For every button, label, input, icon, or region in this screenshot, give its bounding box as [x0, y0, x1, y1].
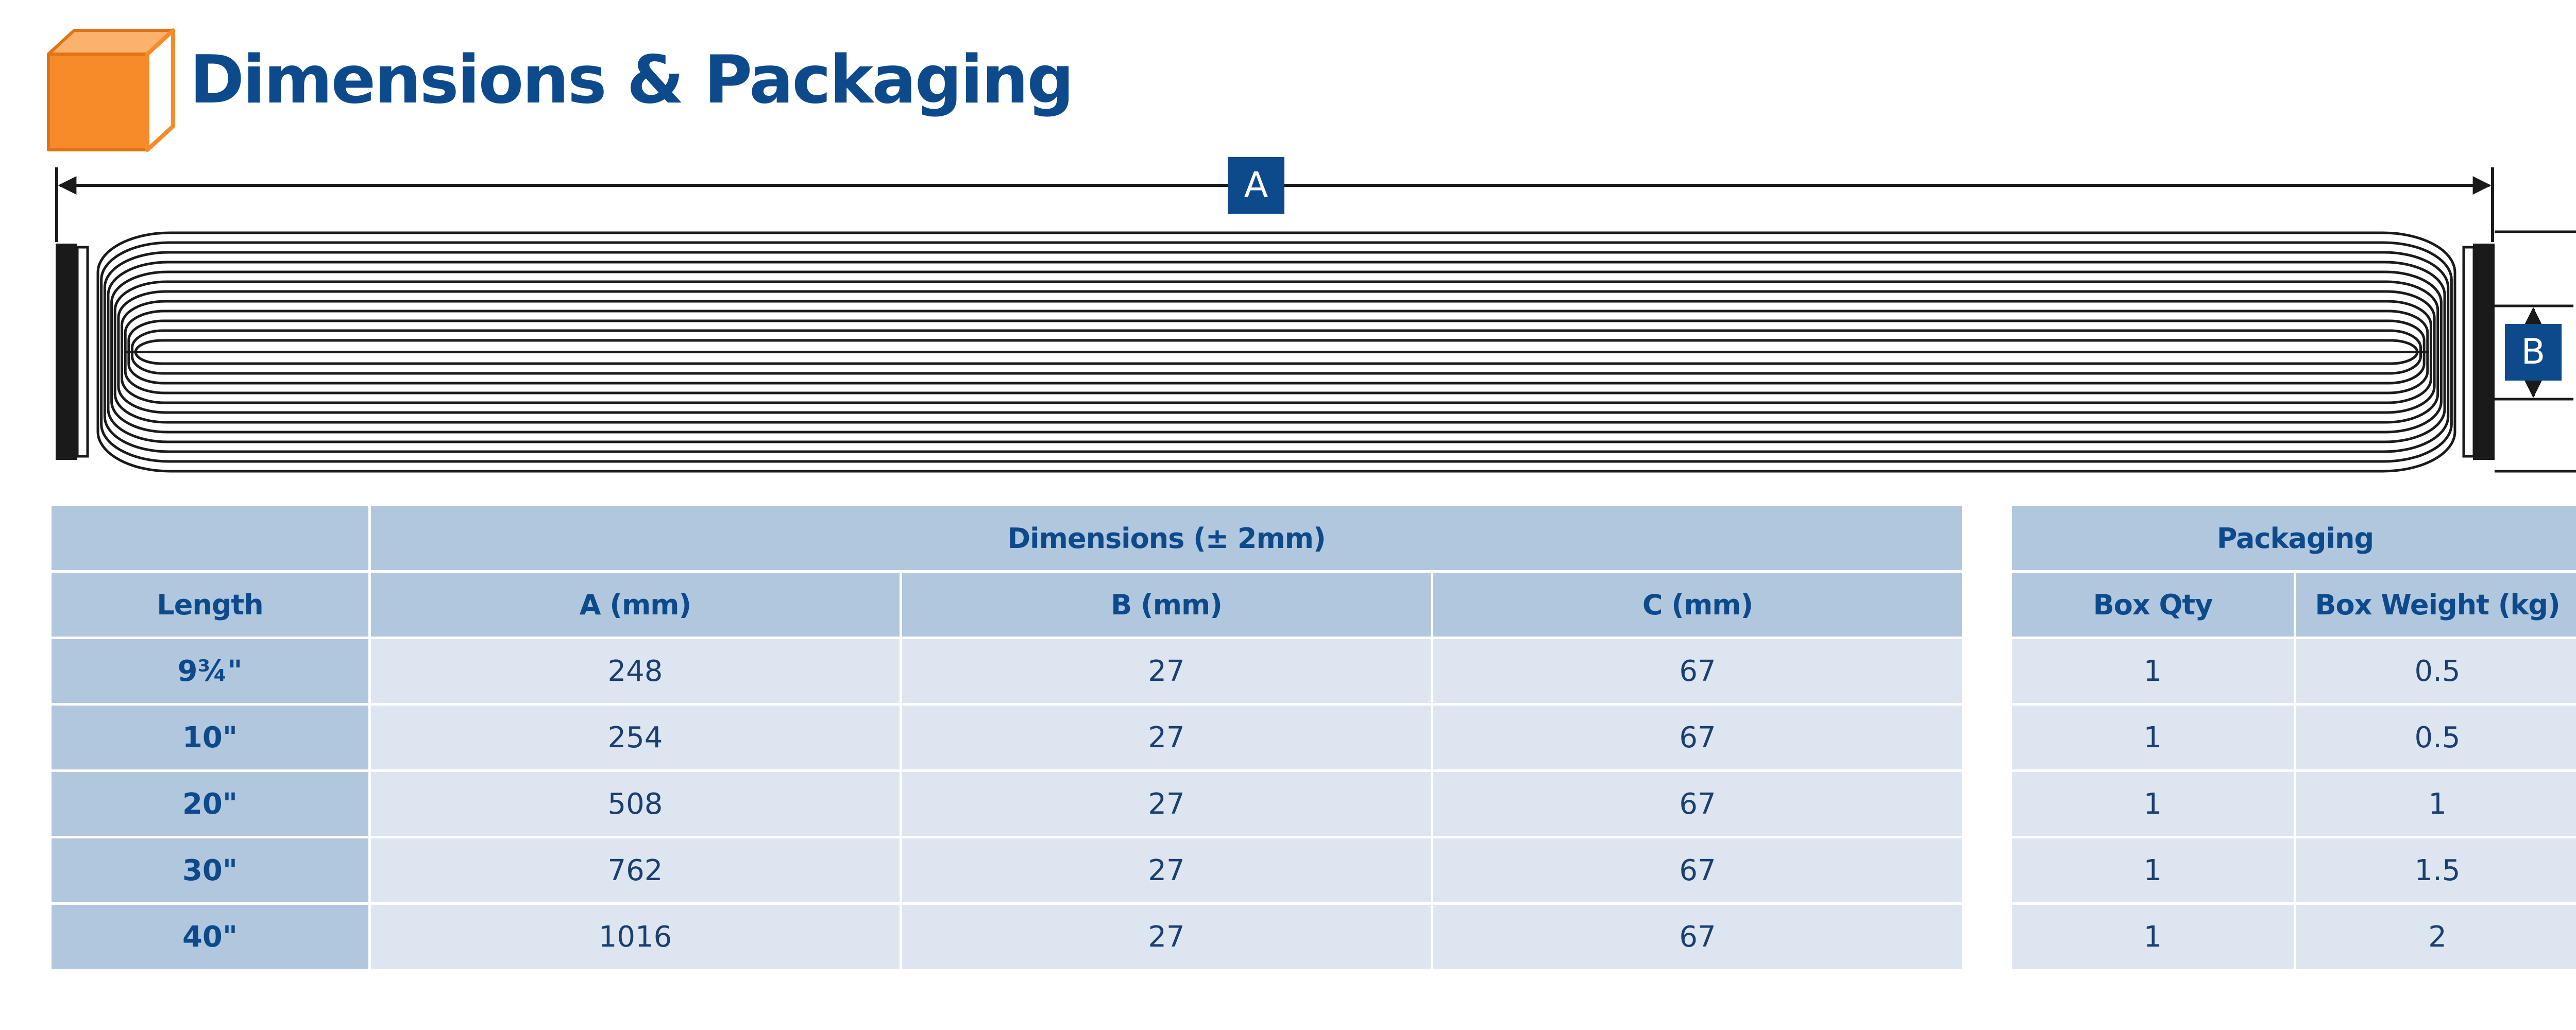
- dimension-b-badge: B: [2505, 324, 2562, 381]
- cell-a: 254: [370, 705, 901, 771]
- cell-box-qty: 1: [2011, 705, 2295, 771]
- table-row: [2011, 837, 2576, 904]
- dimensions-group-header-row: [50, 505, 1963, 572]
- dimensions-table: [49, 504, 1964, 971]
- cell-box-weight: 0.5: [2295, 705, 2576, 771]
- cell-box-qty: 1: [2011, 638, 2295, 705]
- table-row: [50, 638, 1963, 705]
- dimension-a-badge: A: [1228, 157, 1284, 214]
- cell-b: 27: [901, 904, 1432, 970]
- page-title: Dimensions & Packaging: [190, 42, 1073, 118]
- dimensions-column-header-row: [50, 572, 1963, 638]
- table-row: [2011, 638, 2576, 705]
- cell-b: 27: [901, 771, 1432, 837]
- column-header-length: Length: [50, 572, 370, 638]
- packaging-group-header-row: [2011, 505, 2576, 572]
- cell-box-weight: 1: [2295, 771, 2576, 837]
- column-header-a: A (mm): [370, 572, 901, 638]
- cell-box-qty: 1: [2011, 904, 2295, 970]
- row-length: 10": [50, 705, 370, 771]
- table-row: [50, 771, 1963, 837]
- cell-box-qty: 1: [2011, 837, 2295, 904]
- cell-c: 67: [1432, 904, 1963, 970]
- cell-box-weight: 0.5: [2295, 638, 2576, 705]
- row-length: 30": [50, 837, 370, 904]
- cell-b: 27: [901, 638, 1432, 705]
- column-header-box-weight: Box Weight (kg): [2295, 572, 2576, 638]
- cell-c: 67: [1432, 837, 1963, 904]
- empty-header-cell: [50, 505, 370, 572]
- table-row: [2011, 705, 2576, 771]
- packaging-table: [2009, 504, 2576, 971]
- cell-a: 508: [370, 771, 901, 837]
- packaging-column-header-row: [2011, 572, 2576, 638]
- cartridge-diagram: [0, 154, 2576, 484]
- box-icon: [46, 28, 175, 152]
- row-length: 40": [50, 904, 370, 970]
- cell-b: 27: [901, 705, 1432, 771]
- cell-c: 67: [1432, 771, 1963, 837]
- table-row: [2011, 904, 2576, 970]
- dimensions-group-header: Dimensions (± 2mm): [370, 505, 1963, 572]
- cell-c: 67: [1432, 638, 1963, 705]
- cell-a: 1016: [370, 904, 901, 970]
- column-header-box-qty: Box Qty: [2011, 572, 2295, 638]
- cell-box-weight: 2: [2295, 904, 2576, 970]
- table-row: [50, 904, 1963, 970]
- packaging-group-header: Packaging: [2011, 505, 2576, 572]
- row-length: 20": [50, 771, 370, 837]
- table-row: [2011, 771, 2576, 837]
- cell-c: 67: [1432, 705, 1963, 771]
- table-row: [50, 705, 1963, 771]
- row-length: 9¾": [50, 638, 370, 705]
- cell-a: 248: [370, 638, 901, 705]
- cartridge-body: [56, 233, 2495, 471]
- cell-a: 762: [370, 837, 901, 904]
- table-row: [50, 837, 1963, 904]
- cell-b: 27: [901, 837, 1432, 904]
- column-header-b: B (mm): [901, 572, 1432, 638]
- column-header-c: C (mm): [1432, 572, 1963, 638]
- cell-box-weight: 1.5: [2295, 837, 2576, 904]
- cell-box-qty: 1: [2011, 771, 2295, 837]
